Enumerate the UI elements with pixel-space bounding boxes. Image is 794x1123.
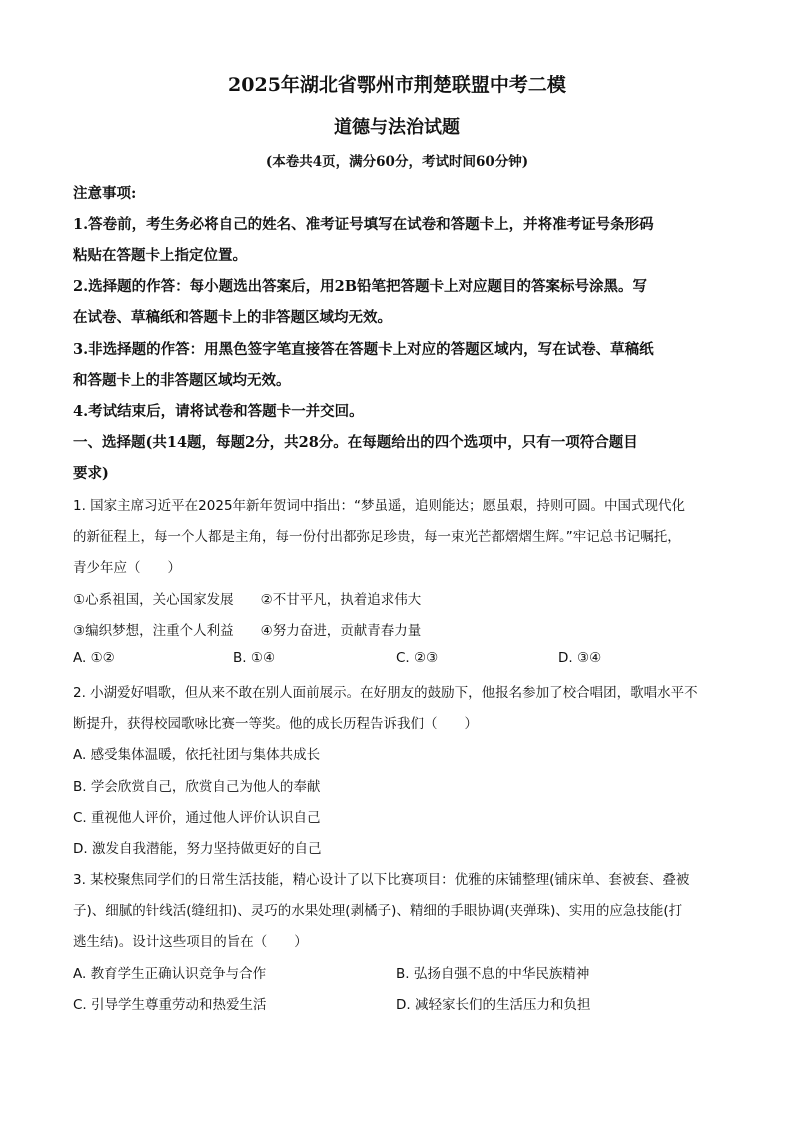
question-1-stem: 1. 国家主席习近平在2025年新年贺词中指出：“梦虽遥，追则能达；愿虽艰，持则可圆。中国式现代化 (73, 498, 686, 514)
notice-line: 1.答卷前，考生务必将自己的姓名、准考证号填写在试卷和答题卡上，并将准考证号条形码 (73, 216, 654, 233)
question-1-stem: 青少年应（ ） (73, 560, 181, 576)
question-1-option-b: B. ①④ (233, 650, 276, 666)
question-1-option-c: C. ②③ (396, 650, 439, 666)
question-1-statement: ③编织梦想，注重个人利益 ④努力奋进，贡献青春力量 (73, 623, 422, 639)
question-3-stem: 子)、细腻的针线活(缝纽扣)、灵巧的水果处理(剥橘子)、精细的手眼协调(夹弹珠)、实用的应急技能(打 (73, 903, 683, 919)
exam-title: 2025年湖北省鄂州市荆楚联盟中考二模 (228, 74, 566, 96)
notice-line: 2.选择题的作答：每小题选出答案后，用2B铅笔把答题卡上对应题目的答案标号涂黑。写 (73, 278, 647, 295)
question-1-statement: ①心系祖国，关心国家发展 ②不甘平凡，执着追求伟大 (73, 592, 422, 608)
question-2-stem: 2. 小湖爱好唱歌，但从来不敢在别人面前展示。在好朋友的鼓励下，他报名参加了校合唱团，歌唱水平不 (73, 685, 698, 701)
question-1-option-d: D. ③④ (558, 650, 602, 666)
exam-info: (本卷共4页，满分60分，考试时间60分钟) (265, 154, 529, 170)
question-1-stem: 的新征程上，每一个人都是主角，每一份付出都弥足珍贵，每一束光芒都熠熠生辉。”牢记总书记嘱托， (73, 529, 681, 545)
notice-line: 和答题卡上的非答题区域均无效。 (73, 372, 291, 389)
exam-subject: 道德与法治试题 (334, 117, 460, 138)
question-2-stem: 断提升，获得校园歌咏比赛一等奖。他的成长历程告诉我们（ ） (73, 716, 478, 732)
question-2-option-a: A. 感受集体温暖，依托社团与集体共成长 (73, 747, 321, 763)
notice-line: 粘贴在答题卡上指定位置。 (73, 247, 247, 264)
section-heading: 要求) (73, 465, 109, 482)
question-2-option-c: C. 重视他人评价，通过他人评价认识自己 (73, 810, 321, 826)
notice-line: 在试卷、草稿纸和答题卡上的非答题区域均无效。 (73, 309, 392, 326)
section-heading: 一、选择题(共14题，每题2分，共28分。在每题给出的四个选项中，只有一项符合题目 (73, 434, 638, 451)
notice-line: 3.非选择题的作答：用黑色签字笔直接答在答题卡上对应的答题区域内，写在试卷、草稿纸 (73, 341, 654, 358)
notice-heading: 注意事项: (73, 185, 137, 202)
question-3-option-c: C. 引导学生尊重劳动和热爱生活 (73, 997, 267, 1013)
question-2-option-b: B. 学会欣赏自己，欣赏自己为他人的奉献 (73, 779, 321, 795)
question-2-option-d: D. 激发自我潜能，努力坚持做更好的自己 (73, 841, 322, 857)
notice-line: 4.考试结束后，请将试卷和答题卡一并交回。 (73, 403, 364, 420)
question-1-option-a: A. ①② (73, 650, 115, 666)
question-3-stem: 3. 某校聚焦同学们的日常生活技能，精心设计了以下比赛项目：优雅的床铺整理(铺床单、套被套、叠被 (73, 872, 690, 888)
question-3-option-a: A. 教育学生正确认识竞争与合作 (73, 966, 267, 982)
question-3-option-d: D. 减轻家长们的生活压力和负担 (396, 997, 591, 1013)
question-3-option-b: B. 弘扬自强不息的中华民族精神 (396, 966, 590, 982)
question-3-stem: 逃生结)。设计这些项目的旨在（ ） (73, 934, 308, 950)
